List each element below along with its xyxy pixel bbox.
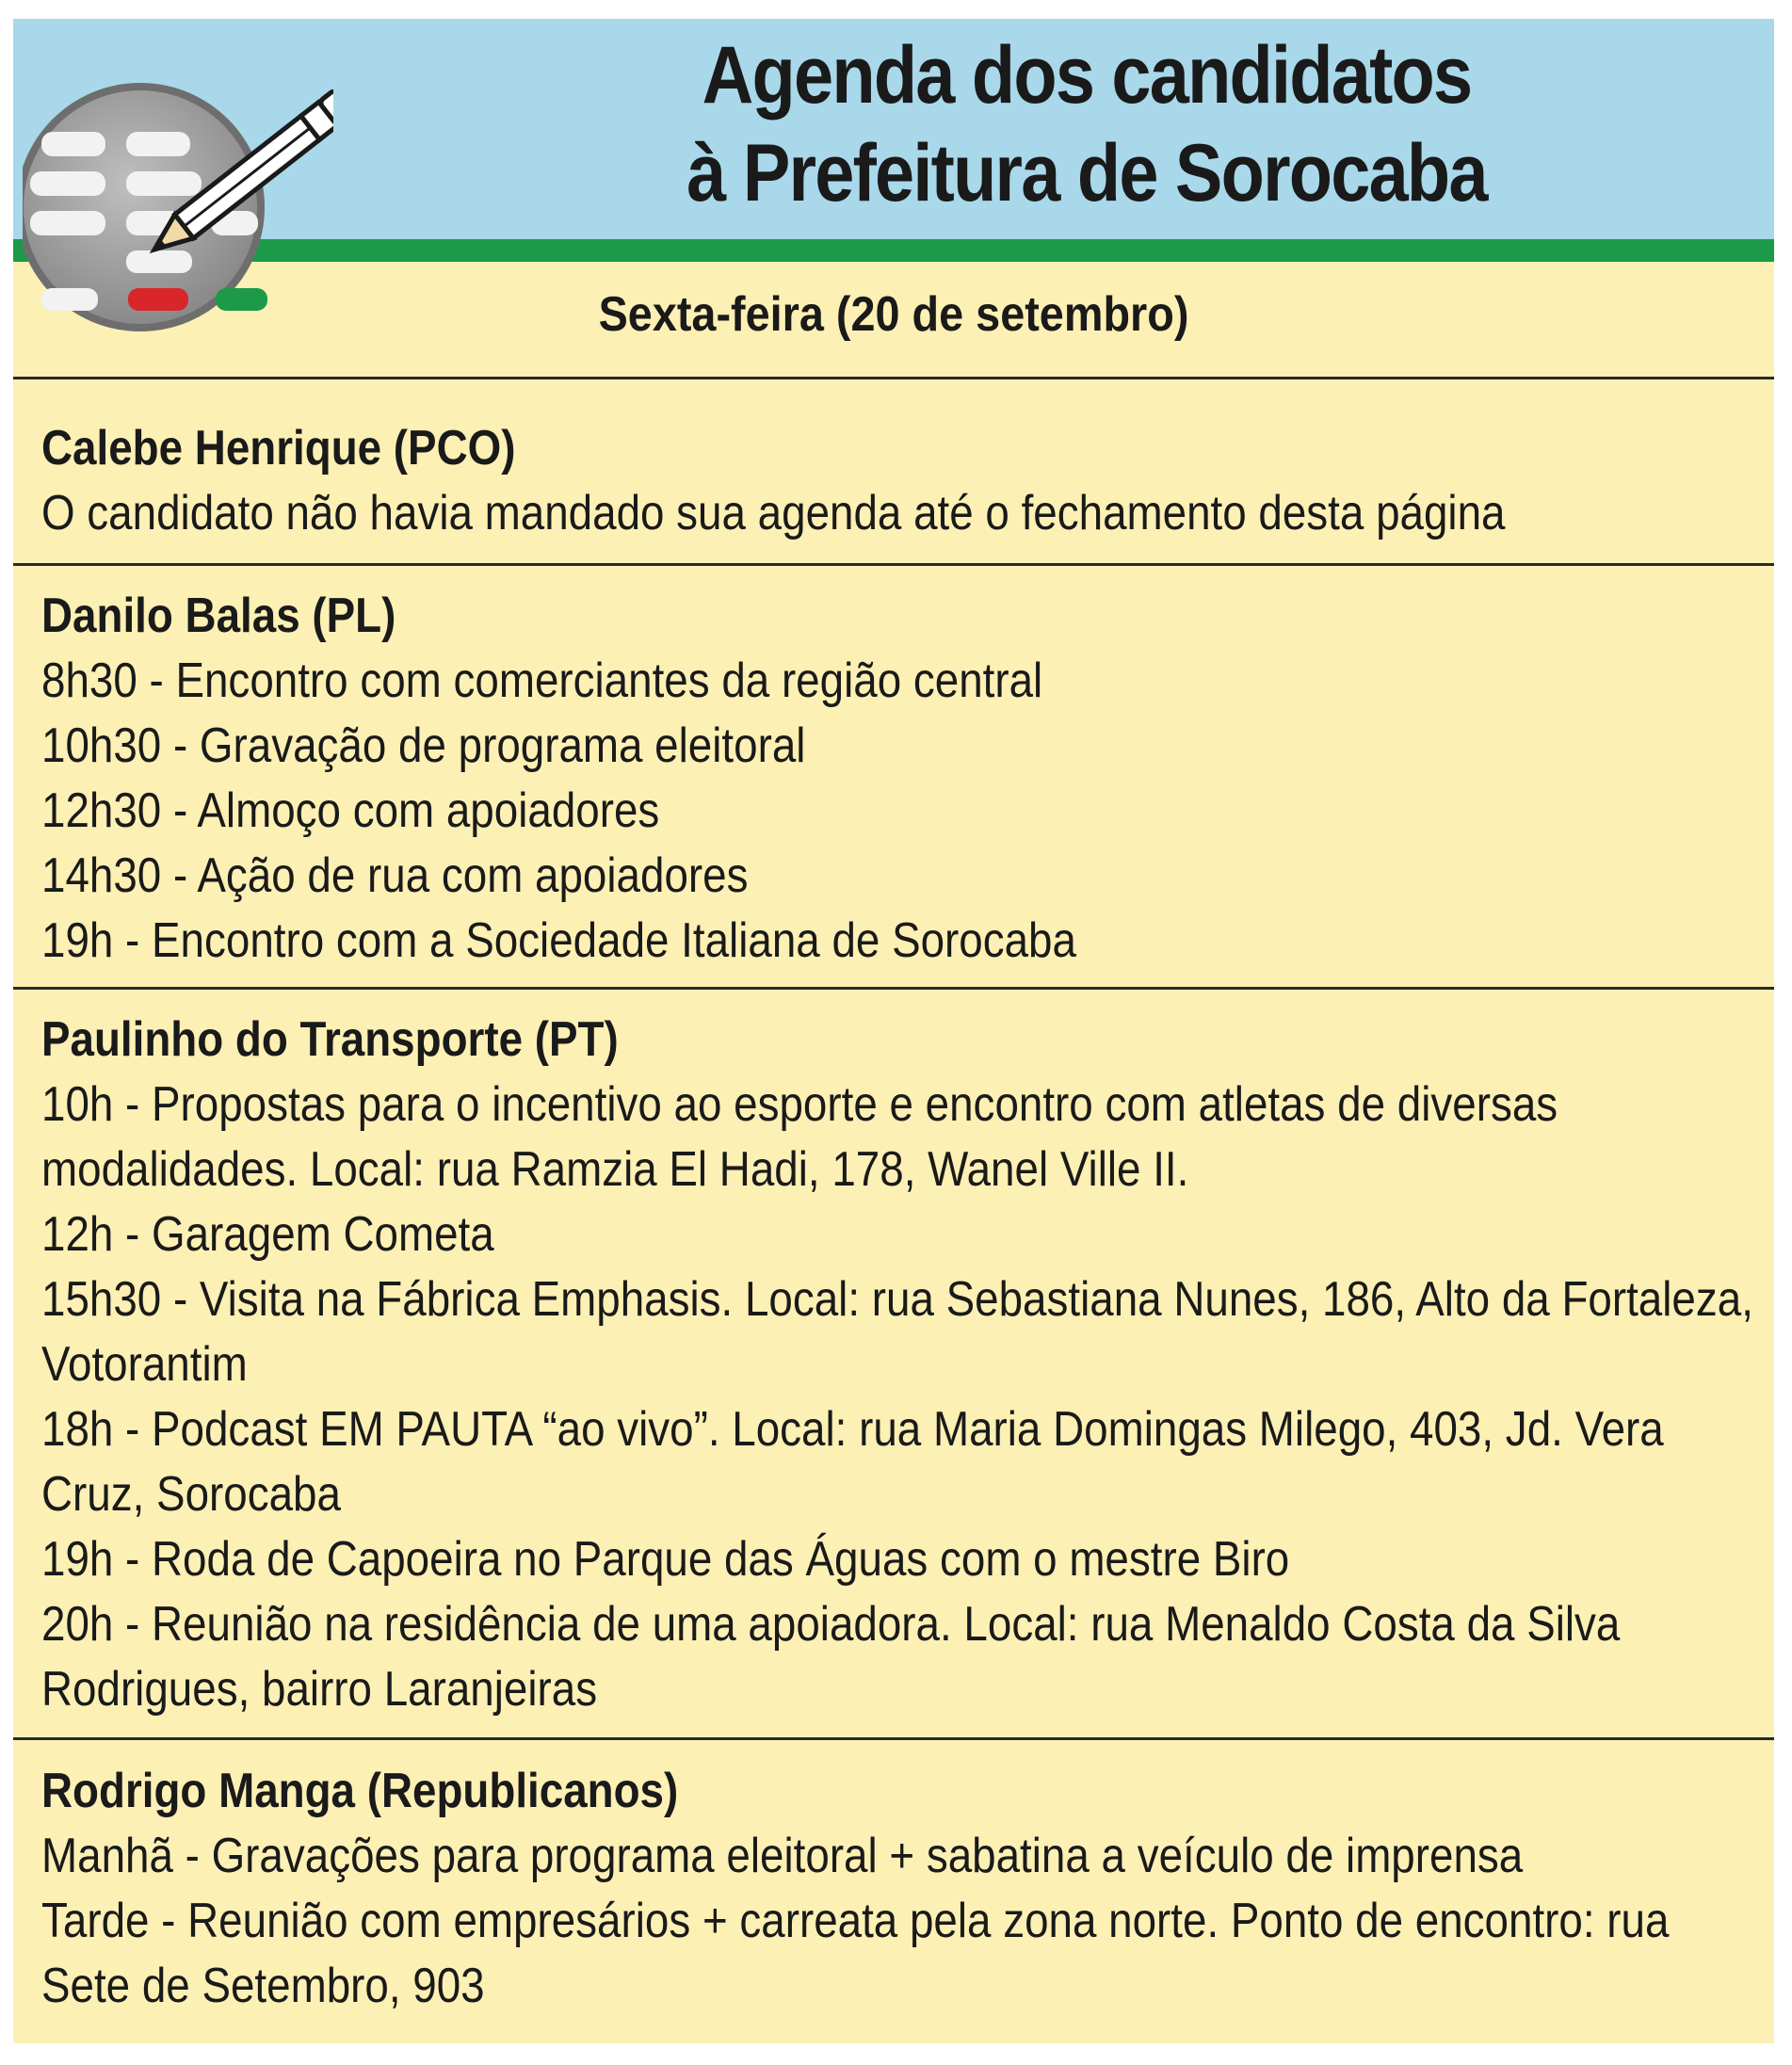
candidate-name: Paulinho do Transporte (PT): [41, 1012, 619, 1067]
divider: [13, 377, 1774, 379]
page-title: [540, 26, 1634, 222]
agenda-line: 10h30 - Gravação de programa eleitoral: [41, 718, 806, 773]
agenda-line: 14h30 - Ação de rua com apoiadores: [41, 848, 749, 903]
agenda-line: 19h - Encontro com a Sociedade Italiana de Sorocaba: [41, 913, 1076, 968]
candidate-section-danilo: [41, 584, 1765, 974]
title-line-1: Agenda dos candidatos: [702, 30, 1472, 121]
agenda-card: [13, 19, 1774, 2043]
candidate-section-rodrigo: [41, 1759, 1765, 2019]
candidate-section-paulinho: [41, 1008, 1765, 1722]
agenda-line: 18h - Podcast EM PAUTA “ao vivo”. Local: rua Maria Domingas Milego, 403, Jd. Vera Cruz, Sorocaba: [41, 1402, 1664, 1522]
divider: [13, 1737, 1774, 1740]
agenda-line: 10h - Propostas para o incentivo ao esporte e encontro com atletas de diversas modalidades. Local: rua Ramzia El Hadi, 178, Wanel Ville II.: [41, 1077, 1558, 1197]
title-line-2: à Prefeitura de Sorocaba: [686, 128, 1487, 218]
candidate-name: Rodrigo Manga (Republicanos): [41, 1764, 679, 1818]
divider: [13, 987, 1774, 990]
candidate-section-calebe: [41, 416, 1765, 546]
agenda-line: 12h - Garagem Cometa: [41, 1207, 494, 1262]
agenda-line: 15h30 - Visita na Fábrica Emphasis. Local: rua Sebastiana Nunes, 186, Alto da Fortaleza, Votorantim: [41, 1272, 1753, 1392]
agenda-line: Manhã - Gravações para programa eleitoral + sabatina a veículo de imprensa: [41, 1829, 1524, 1883]
agenda-line: 8h30 - Encontro com comerciantes da região central: [41, 653, 1043, 708]
divider: [13, 563, 1774, 566]
agenda-line: O candidato não havia mandado sua agenda até o fechamento desta página: [41, 486, 1506, 540]
day-heading: Sexta-feira (20 de setembro): [598, 287, 1189, 342]
agenda-line: 20h - Reunião na residência de uma apoiadora. Local: rua Menaldo Costa da Silva Rodrigues, bairro Laranjeiras: [41, 1597, 1621, 1717]
agenda-line: Tarde - Reunião com empresários + carreata pela zona norte. Ponto de encontro: rua Sete de Setembro, 903: [41, 1894, 1670, 2013]
candidate-name: Calebe Henrique (PCO): [41, 421, 516, 476]
agenda-line: 12h30 - Almoço com apoiadores: [41, 783, 660, 838]
agenda-line: 19h - Roda de Capoeira no Parque das Águas com o mestre Biro: [41, 1532, 1290, 1587]
candidate-name: Danilo Balas (PL): [41, 589, 396, 643]
